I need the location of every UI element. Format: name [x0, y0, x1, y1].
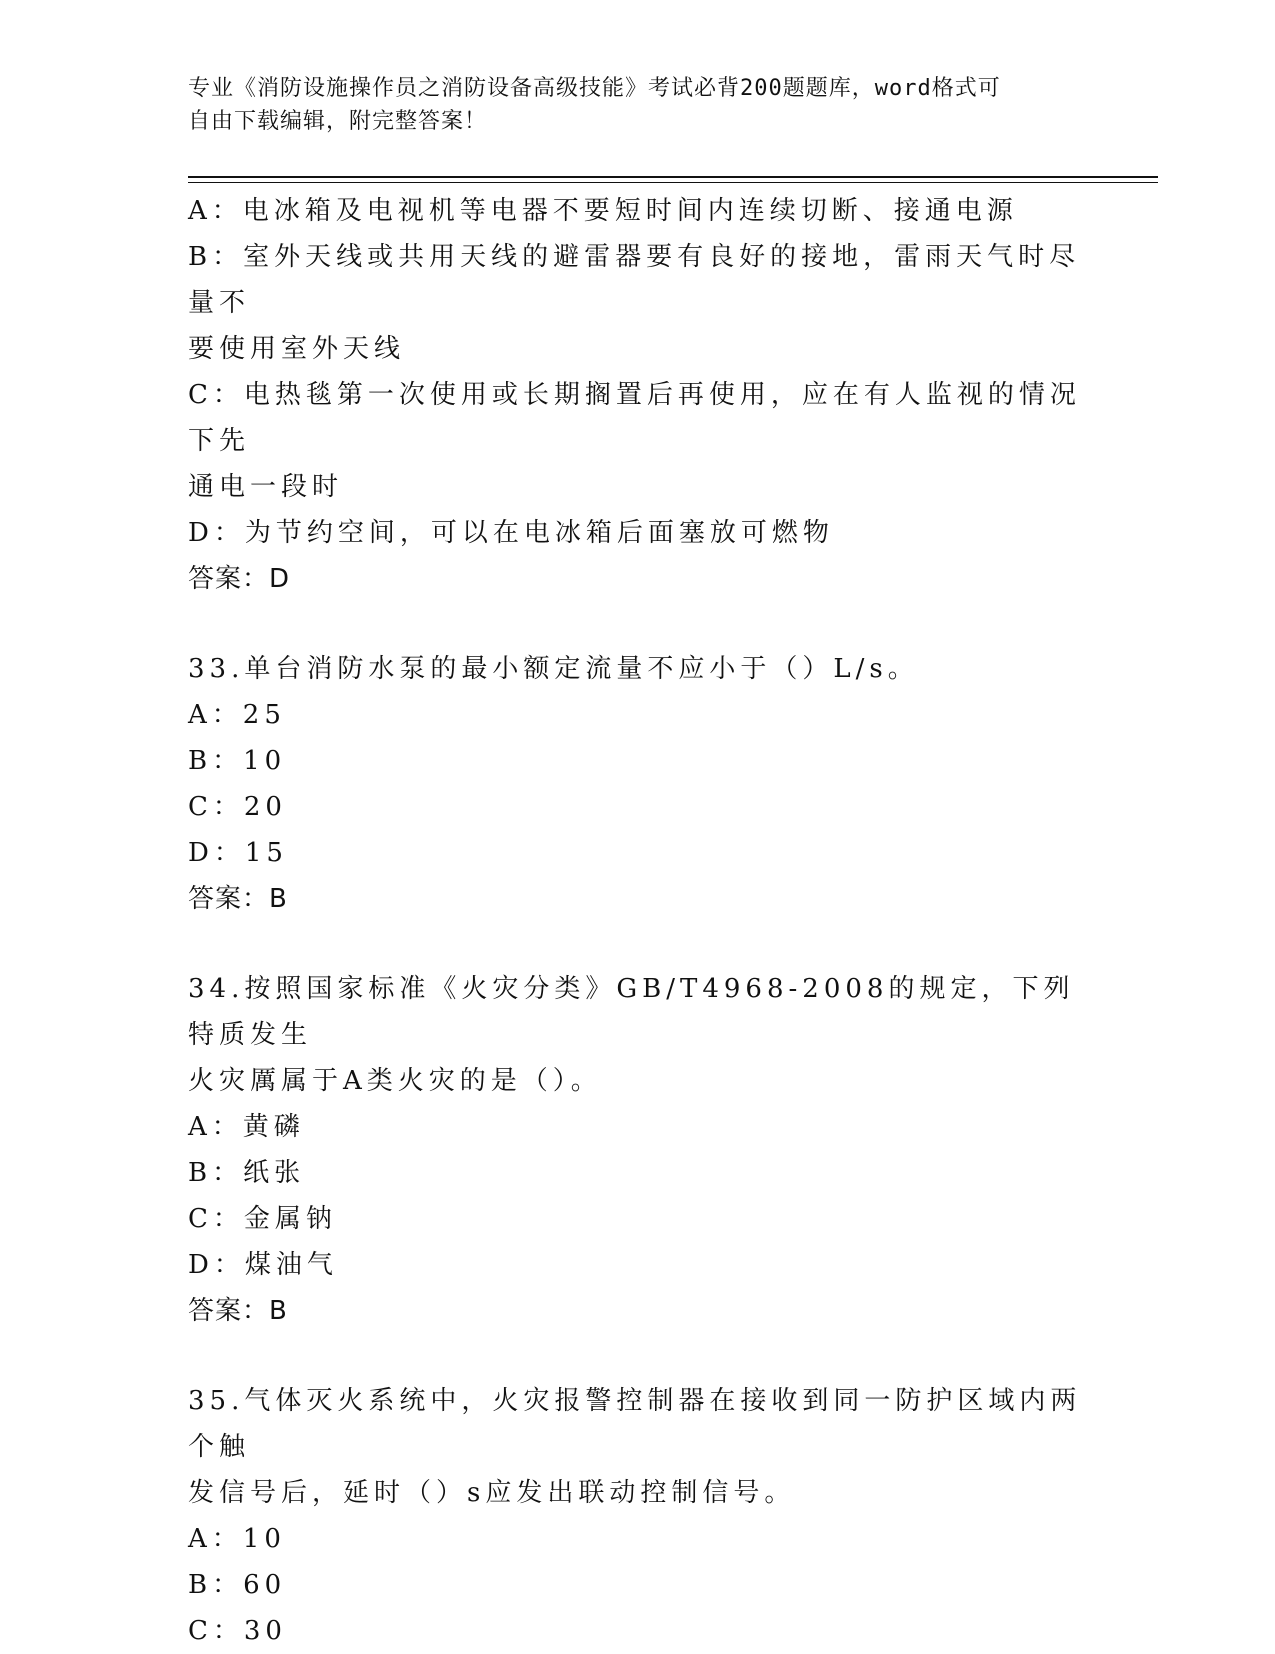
- answer-line: 答案：B: [188, 884, 288, 914]
- question-block-35: [188, 1378, 1088, 1654]
- document-header: [188, 72, 1088, 138]
- question-block-34: [188, 966, 1088, 1334]
- header-line-2: 自由下载编辑，附完整答案！: [188, 109, 488, 134]
- option-a: A：黄磷: [188, 1112, 305, 1142]
- question-block-prev: [188, 188, 1088, 602]
- spacer: [188, 1334, 1088, 1378]
- option-c: C：电热毯第一次使用或长期搁置后再使用，应在有人监视的情况下先: [188, 380, 1081, 456]
- header-divider-thin: [188, 182, 1158, 183]
- answer-line: 答案：B: [188, 1296, 288, 1326]
- question-text-continued: 火灾厲属于A类火灾的是（）。: [188, 1066, 602, 1096]
- spacer: [188, 602, 1088, 646]
- question-block-33: [188, 646, 1088, 922]
- option-b: B：60: [188, 1570, 287, 1600]
- header-line-1: 专业《消防设施操作员之消防设备高级技能》考试必背200题题库，word格式可: [188, 76, 1001, 101]
- question-text-continued: 发信号后，延时（）s应发出联动控制信号。: [188, 1478, 796, 1508]
- question-list: [188, 188, 1088, 1654]
- option-d: D：煤油气: [188, 1250, 338, 1280]
- option-c: C：20: [188, 792, 287, 822]
- option-d: D：15: [188, 838, 288, 868]
- option-c: C：金属钠: [188, 1204, 337, 1234]
- option-a: A：电冰箱及电视机等电器不要短时间内连续切断、接通电源: [188, 196, 1018, 226]
- option-b: B：10: [188, 746, 287, 776]
- spacer: [188, 922, 1088, 966]
- question-text: 33.单台消防水泵的最小额定流量不应小于（）L/s。: [188, 654, 919, 684]
- option-b: B：室外天线或共用天线的避雷器要有良好的接地，雷雨天气时尽量不: [188, 242, 1081, 318]
- option-b: B：纸张: [188, 1158, 306, 1188]
- answer-line: 答案：D: [188, 564, 291, 594]
- question-text: 35.气体灭火系统中，火灾报警控制器在接收到同一防护区域内两个触: [188, 1386, 1082, 1462]
- question-text: 34.按照国家标准《火灾分类》GB/T4968-2008的规定，下列特质发生: [188, 974, 1075, 1050]
- header-divider-thick: [188, 176, 1158, 178]
- option-c-continued: 通电一段时: [188, 472, 344, 502]
- option-d: D：为节约空间，可以在电冰箱后面塞放可燃物: [188, 518, 834, 548]
- option-c: C：30: [188, 1616, 287, 1646]
- option-a: A：25: [188, 700, 286, 730]
- option-b-continued: 要使用室外天线: [188, 334, 406, 364]
- option-a: A：10: [188, 1524, 286, 1554]
